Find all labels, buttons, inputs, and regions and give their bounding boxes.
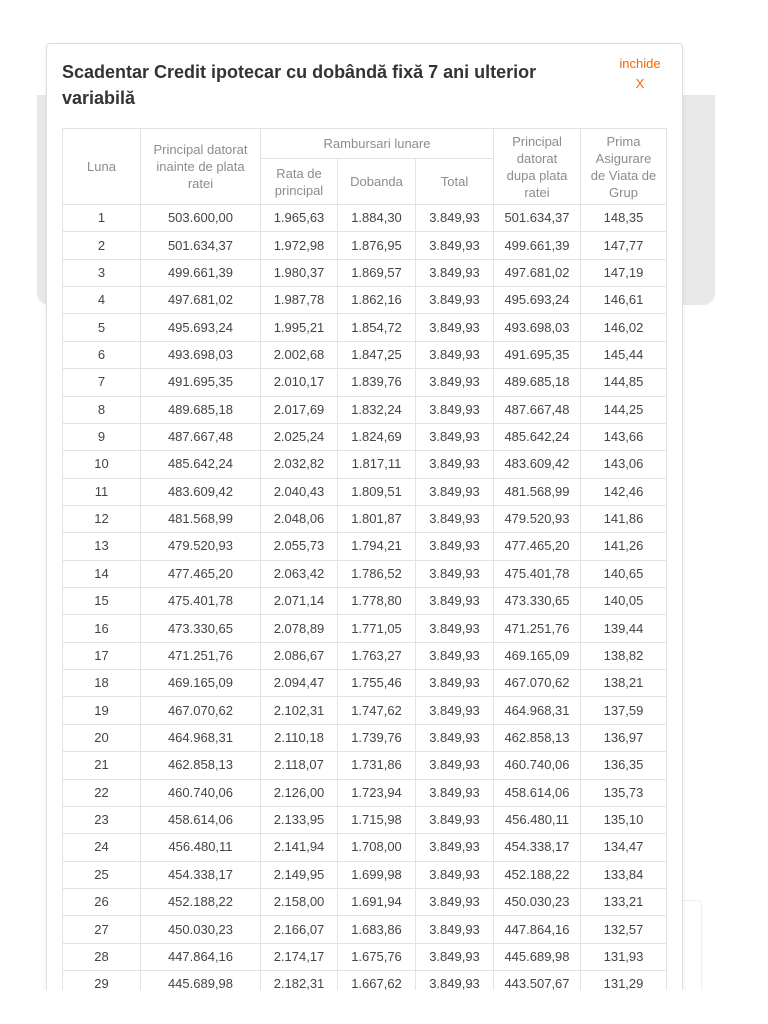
cell-rata-principal: 2.040,43 bbox=[261, 478, 338, 505]
cell-dobanda: 1.876,95 bbox=[338, 232, 416, 259]
cell-dobanda: 1.801,87 bbox=[338, 505, 416, 532]
cell-dobanda: 1.771,05 bbox=[338, 615, 416, 642]
cell-principal-after: 479.520,93 bbox=[494, 505, 581, 532]
cell-luna: 15 bbox=[63, 588, 141, 615]
cell-dobanda: 1.778,80 bbox=[338, 588, 416, 615]
cell-dobanda: 1.747,62 bbox=[338, 697, 416, 724]
cell-principal-before: 483.609,42 bbox=[141, 478, 261, 505]
schedule-row bbox=[63, 861, 667, 888]
cell-total: 3.849,93 bbox=[416, 232, 494, 259]
cell-principal-after: 473.330,65 bbox=[494, 588, 581, 615]
cell-total: 3.849,93 bbox=[416, 478, 494, 505]
cell-rata-principal: 2.086,67 bbox=[261, 642, 338, 669]
cell-rata-principal: 1.995,21 bbox=[261, 314, 338, 341]
cell-prima: 145,44 bbox=[581, 341, 667, 368]
cell-total: 3.849,93 bbox=[416, 560, 494, 587]
cell-total: 3.849,93 bbox=[416, 916, 494, 943]
cell-rata-principal: 2.032,82 bbox=[261, 451, 338, 478]
cell-principal-after: 445.689,98 bbox=[494, 943, 581, 970]
cell-principal-before: 454.338,17 bbox=[141, 861, 261, 888]
schedule-row bbox=[63, 943, 667, 970]
cell-total: 3.849,93 bbox=[416, 943, 494, 970]
cell-rata-principal: 2.110,18 bbox=[261, 724, 338, 751]
cell-total: 3.849,93 bbox=[416, 451, 494, 478]
cell-dobanda: 1.675,76 bbox=[338, 943, 416, 970]
cell-luna: 25 bbox=[63, 861, 141, 888]
cell-principal-after: 471.251,76 bbox=[494, 615, 581, 642]
cell-dobanda: 1.755,46 bbox=[338, 670, 416, 697]
schedule-row bbox=[63, 615, 667, 642]
cell-prima: 141,86 bbox=[581, 505, 667, 532]
cell-luna: 4 bbox=[63, 287, 141, 314]
cell-dobanda: 1.832,24 bbox=[338, 396, 416, 423]
cell-principal-before: 447.864,16 bbox=[141, 943, 261, 970]
cell-principal-after: 467.070,62 bbox=[494, 670, 581, 697]
cell-prima: 148,35 bbox=[581, 205, 667, 232]
cell-dobanda: 1.824,69 bbox=[338, 423, 416, 450]
schedule-row bbox=[63, 369, 667, 396]
cell-luna: 19 bbox=[63, 697, 141, 724]
cell-rata-principal: 2.126,00 bbox=[261, 779, 338, 806]
cell-luna: 3 bbox=[63, 259, 141, 286]
schedule-row bbox=[63, 724, 667, 751]
cell-principal-after: 464.968,31 bbox=[494, 697, 581, 724]
cell-principal-before: 485.642,24 bbox=[141, 451, 261, 478]
cell-principal-after: 493.698,03 bbox=[494, 314, 581, 341]
cell-principal-after: 475.401,78 bbox=[494, 560, 581, 587]
schedule-row bbox=[63, 888, 667, 915]
cell-principal-after: 454.338,17 bbox=[494, 834, 581, 861]
schedule-row bbox=[63, 205, 667, 232]
schedule-row bbox=[63, 259, 667, 286]
close-button[interactable] bbox=[613, 54, 667, 94]
cell-luna: 26 bbox=[63, 888, 141, 915]
cell-principal-before: 497.681,02 bbox=[141, 287, 261, 314]
cell-rata-principal: 2.102,31 bbox=[261, 697, 338, 724]
cell-dobanda: 1.854,72 bbox=[338, 314, 416, 341]
table-header-row bbox=[63, 129, 667, 159]
cell-total: 3.849,93 bbox=[416, 314, 494, 341]
cell-dobanda: 1.667,62 bbox=[338, 971, 416, 990]
cell-total: 3.849,93 bbox=[416, 259, 494, 286]
cell-principal-before: 473.330,65 bbox=[141, 615, 261, 642]
cell-prima: 132,57 bbox=[581, 916, 667, 943]
cell-luna: 12 bbox=[63, 505, 141, 532]
cell-luna: 22 bbox=[63, 779, 141, 806]
schedule-row bbox=[63, 478, 667, 505]
cell-principal-after: 450.030,23 bbox=[494, 888, 581, 915]
schedule-row bbox=[63, 752, 667, 779]
repayment-schedule-table bbox=[62, 128, 667, 990]
cell-principal-before: 452.188,22 bbox=[141, 888, 261, 915]
cell-total: 3.849,93 bbox=[416, 971, 494, 990]
cell-luna: 24 bbox=[63, 834, 141, 861]
cell-total: 3.849,93 bbox=[416, 834, 494, 861]
close-icon[interactable]: X bbox=[635, 76, 645, 91]
header-dobanda: Dobanda bbox=[338, 159, 416, 205]
schedule-row bbox=[63, 834, 667, 861]
cell-principal-after: 495.693,24 bbox=[494, 287, 581, 314]
cell-total: 3.849,93 bbox=[416, 533, 494, 560]
cell-principal-before: 487.667,48 bbox=[141, 423, 261, 450]
cell-dobanda: 1.869,57 bbox=[338, 259, 416, 286]
cell-principal-before: 489.685,18 bbox=[141, 396, 261, 423]
cell-prima: 134,47 bbox=[581, 834, 667, 861]
cell-prima: 144,85 bbox=[581, 369, 667, 396]
cell-prima: 135,73 bbox=[581, 779, 667, 806]
cell-dobanda: 1.884,30 bbox=[338, 205, 416, 232]
cell-total: 3.849,93 bbox=[416, 423, 494, 450]
cell-prima: 146,02 bbox=[581, 314, 667, 341]
cell-luna: 18 bbox=[63, 670, 141, 697]
header-rata-principal: Rata de principal bbox=[261, 159, 338, 205]
cell-total: 3.849,93 bbox=[416, 779, 494, 806]
cell-principal-before: 450.030,23 bbox=[141, 916, 261, 943]
header-total: Total bbox=[416, 159, 494, 205]
cell-rata-principal: 2.158,00 bbox=[261, 888, 338, 915]
cell-dobanda: 1.739,76 bbox=[338, 724, 416, 751]
cell-prima: 137,59 bbox=[581, 697, 667, 724]
cell-principal-after: 477.465,20 bbox=[494, 533, 581, 560]
schedule-row bbox=[63, 588, 667, 615]
close-label[interactable]: inchide bbox=[619, 56, 661, 71]
cell-rata-principal: 2.071,14 bbox=[261, 588, 338, 615]
cell-prima: 140,65 bbox=[581, 560, 667, 587]
cell-prima: 143,66 bbox=[581, 423, 667, 450]
cell-principal-after: 491.695,35 bbox=[494, 341, 581, 368]
cell-luna: 21 bbox=[63, 752, 141, 779]
cell-prima: 136,97 bbox=[581, 724, 667, 751]
cell-luna: 28 bbox=[63, 943, 141, 970]
cell-dobanda: 1.817,11 bbox=[338, 451, 416, 478]
cell-dobanda: 1.794,21 bbox=[338, 533, 416, 560]
cell-luna: 11 bbox=[63, 478, 141, 505]
schedule-row bbox=[63, 423, 667, 450]
cell-total: 3.849,93 bbox=[416, 806, 494, 833]
cell-principal-after: 497.681,02 bbox=[494, 259, 581, 286]
cell-dobanda: 1.839,76 bbox=[338, 369, 416, 396]
cell-luna: 7 bbox=[63, 369, 141, 396]
cell-dobanda: 1.763,27 bbox=[338, 642, 416, 669]
cell-rata-principal: 2.078,89 bbox=[261, 615, 338, 642]
cell-rata-principal: 2.166,07 bbox=[261, 916, 338, 943]
cell-principal-before: 495.693,24 bbox=[141, 314, 261, 341]
cell-dobanda: 1.786,52 bbox=[338, 560, 416, 587]
cell-prima: 133,21 bbox=[581, 888, 667, 915]
cell-prima: 135,10 bbox=[581, 806, 667, 833]
cell-dobanda: 1.723,94 bbox=[338, 779, 416, 806]
cell-principal-after: 452.188,22 bbox=[494, 861, 581, 888]
cell-total: 3.849,93 bbox=[416, 369, 494, 396]
cell-luna: 23 bbox=[63, 806, 141, 833]
cell-dobanda: 1.715,98 bbox=[338, 806, 416, 833]
cell-prima: 143,06 bbox=[581, 451, 667, 478]
schedule-row bbox=[63, 779, 667, 806]
schedule-row bbox=[63, 560, 667, 587]
cell-total: 3.849,93 bbox=[416, 341, 494, 368]
cell-principal-before: 499.661,39 bbox=[141, 259, 261, 286]
cell-prima: 136,35 bbox=[581, 752, 667, 779]
cell-rata-principal: 1.965,63 bbox=[261, 205, 338, 232]
cell-principal-before: 471.251,76 bbox=[141, 642, 261, 669]
cell-total: 3.849,93 bbox=[416, 861, 494, 888]
cell-principal-before: 458.614,06 bbox=[141, 806, 261, 833]
cell-prima: 147,77 bbox=[581, 232, 667, 259]
cell-prima: 133,84 bbox=[581, 861, 667, 888]
cell-total: 3.849,93 bbox=[416, 888, 494, 915]
cell-total: 3.849,93 bbox=[416, 642, 494, 669]
cell-prima: 138,82 bbox=[581, 642, 667, 669]
cell-prima: 147,19 bbox=[581, 259, 667, 286]
cell-rata-principal: 2.017,69 bbox=[261, 396, 338, 423]
cell-prima: 139,44 bbox=[581, 615, 667, 642]
cell-rata-principal: 2.118,07 bbox=[261, 752, 338, 779]
cell-principal-before: 479.520,93 bbox=[141, 533, 261, 560]
cell-principal-before: 445.689,98 bbox=[141, 971, 261, 990]
schedule-row bbox=[63, 806, 667, 833]
cell-luna: 8 bbox=[63, 396, 141, 423]
cell-prima: 141,26 bbox=[581, 533, 667, 560]
cell-total: 3.849,93 bbox=[416, 505, 494, 532]
cell-luna: 5 bbox=[63, 314, 141, 341]
cell-dobanda: 1.699,98 bbox=[338, 861, 416, 888]
schedule-row bbox=[63, 971, 667, 990]
cell-principal-before: 467.070,62 bbox=[141, 697, 261, 724]
cell-principal-after: 499.661,39 bbox=[494, 232, 581, 259]
cell-luna: 14 bbox=[63, 560, 141, 587]
cell-principal-after: 458.614,06 bbox=[494, 779, 581, 806]
schedule-row bbox=[63, 396, 667, 423]
cell-rata-principal: 2.141,94 bbox=[261, 834, 338, 861]
cell-principal-before: 464.968,31 bbox=[141, 724, 261, 751]
cell-principal-after: 481.568,99 bbox=[494, 478, 581, 505]
cell-rata-principal: 2.094,47 bbox=[261, 670, 338, 697]
cell-total: 3.849,93 bbox=[416, 615, 494, 642]
cell-principal-before: 460.740,06 bbox=[141, 779, 261, 806]
schedule-row bbox=[63, 505, 667, 532]
cell-principal-after: 483.609,42 bbox=[494, 451, 581, 478]
cell-total: 3.849,93 bbox=[416, 287, 494, 314]
cell-principal-after: 501.634,37 bbox=[494, 205, 581, 232]
schedule-row bbox=[63, 670, 667, 697]
cell-luna: 20 bbox=[63, 724, 141, 751]
schedule-row bbox=[63, 314, 667, 341]
cell-dobanda: 1.731,86 bbox=[338, 752, 416, 779]
schedule-row bbox=[63, 642, 667, 669]
cell-luna: 10 bbox=[63, 451, 141, 478]
cell-total: 3.849,93 bbox=[416, 724, 494, 751]
cell-total: 3.849,93 bbox=[416, 697, 494, 724]
cell-rata-principal: 2.063,42 bbox=[261, 560, 338, 587]
cell-principal-before: 491.695,35 bbox=[141, 369, 261, 396]
cell-principal-before: 493.698,03 bbox=[141, 341, 261, 368]
schedule-row bbox=[63, 697, 667, 724]
header-principal-before: Principal datorat inainte de plata ratei bbox=[141, 129, 261, 205]
cell-dobanda: 1.683,86 bbox=[338, 916, 416, 943]
cell-principal-after: 462.858,13 bbox=[494, 724, 581, 751]
cell-total: 3.849,93 bbox=[416, 752, 494, 779]
cell-dobanda: 1.847,25 bbox=[338, 341, 416, 368]
schedule-row bbox=[63, 533, 667, 560]
cell-principal-after: 485.642,24 bbox=[494, 423, 581, 450]
cell-principal-after: 487.667,48 bbox=[494, 396, 581, 423]
cell-principal-before: 475.401,78 bbox=[141, 588, 261, 615]
cell-prima: 146,61 bbox=[581, 287, 667, 314]
cell-prima: 131,93 bbox=[581, 943, 667, 970]
cell-rata-principal: 2.002,68 bbox=[261, 341, 338, 368]
cell-principal-before: 456.480,11 bbox=[141, 834, 261, 861]
cell-rata-principal: 2.025,24 bbox=[261, 423, 338, 450]
cell-dobanda: 1.691,94 bbox=[338, 888, 416, 915]
schedule-row bbox=[63, 341, 667, 368]
schedule-row bbox=[63, 451, 667, 478]
cell-luna: 16 bbox=[63, 615, 141, 642]
cell-principal-after: 460.740,06 bbox=[494, 752, 581, 779]
cell-principal-before: 477.465,20 bbox=[141, 560, 261, 587]
cell-rata-principal: 2.182,31 bbox=[261, 971, 338, 990]
cell-total: 3.849,93 bbox=[416, 396, 494, 423]
cell-prima: 144,25 bbox=[581, 396, 667, 423]
cell-principal-after: 447.864,16 bbox=[494, 916, 581, 943]
cell-principal-before: 462.858,13 bbox=[141, 752, 261, 779]
cell-luna: 27 bbox=[63, 916, 141, 943]
cell-rata-principal: 1.972,98 bbox=[261, 232, 338, 259]
cell-dobanda: 1.809,51 bbox=[338, 478, 416, 505]
cell-dobanda: 1.708,00 bbox=[338, 834, 416, 861]
cell-luna: 1 bbox=[63, 205, 141, 232]
header-principal-after: Principal datorat dupa plata ratei bbox=[494, 129, 581, 205]
header-luna: Luna bbox=[63, 129, 141, 205]
cell-prima: 140,05 bbox=[581, 588, 667, 615]
cell-total: 3.849,93 bbox=[416, 205, 494, 232]
cell-rata-principal: 2.149,95 bbox=[261, 861, 338, 888]
schedule-row bbox=[63, 287, 667, 314]
cell-principal-after: 456.480,11 bbox=[494, 806, 581, 833]
cell-principal-before: 481.568,99 bbox=[141, 505, 261, 532]
cell-luna: 17 bbox=[63, 642, 141, 669]
schedule-row bbox=[63, 232, 667, 259]
cell-luna: 6 bbox=[63, 341, 141, 368]
schedule-table-body bbox=[63, 205, 667, 991]
cell-luna: 9 bbox=[63, 423, 141, 450]
header-prima-asigurare: Prima Asigurare de Viata de Grup bbox=[581, 129, 667, 205]
cell-rata-principal: 2.048,06 bbox=[261, 505, 338, 532]
cell-rata-principal: 2.010,17 bbox=[261, 369, 338, 396]
cell-rata-principal: 2.133,95 bbox=[261, 806, 338, 833]
cell-total: 3.849,93 bbox=[416, 588, 494, 615]
cell-principal-before: 503.600,00 bbox=[141, 205, 261, 232]
schedule-row bbox=[63, 916, 667, 943]
cell-principal-after: 489.685,18 bbox=[494, 369, 581, 396]
cell-principal-before: 501.634,37 bbox=[141, 232, 261, 259]
cell-principal-after: 443.507,67 bbox=[494, 971, 581, 990]
cell-prima: 131,29 bbox=[581, 971, 667, 990]
modal-title: Scadentar Credit ipotecar cu dobândă fixă 7 ani ulterior variabilă bbox=[62, 62, 537, 108]
cell-prima: 138,21 bbox=[581, 670, 667, 697]
cell-luna: 13 bbox=[63, 533, 141, 560]
cell-rata-principal: 2.055,73 bbox=[261, 533, 338, 560]
cell-luna: 2 bbox=[63, 232, 141, 259]
cell-principal-before: 469.165,09 bbox=[141, 670, 261, 697]
cell-rata-principal: 1.980,37 bbox=[261, 259, 338, 286]
cell-total: 3.849,93 bbox=[416, 670, 494, 697]
cell-prima: 142,46 bbox=[581, 478, 667, 505]
cell-dobanda: 1.862,16 bbox=[338, 287, 416, 314]
schedule-modal bbox=[46, 43, 683, 990]
table-head bbox=[63, 129, 667, 205]
cell-luna: 29 bbox=[63, 971, 141, 990]
header-rambursari-lunare: Rambursari lunare bbox=[261, 129, 494, 159]
cell-principal-after: 469.165,09 bbox=[494, 642, 581, 669]
cell-rata-principal: 2.174,17 bbox=[261, 943, 338, 970]
cell-rata-principal: 1.987,78 bbox=[261, 287, 338, 314]
